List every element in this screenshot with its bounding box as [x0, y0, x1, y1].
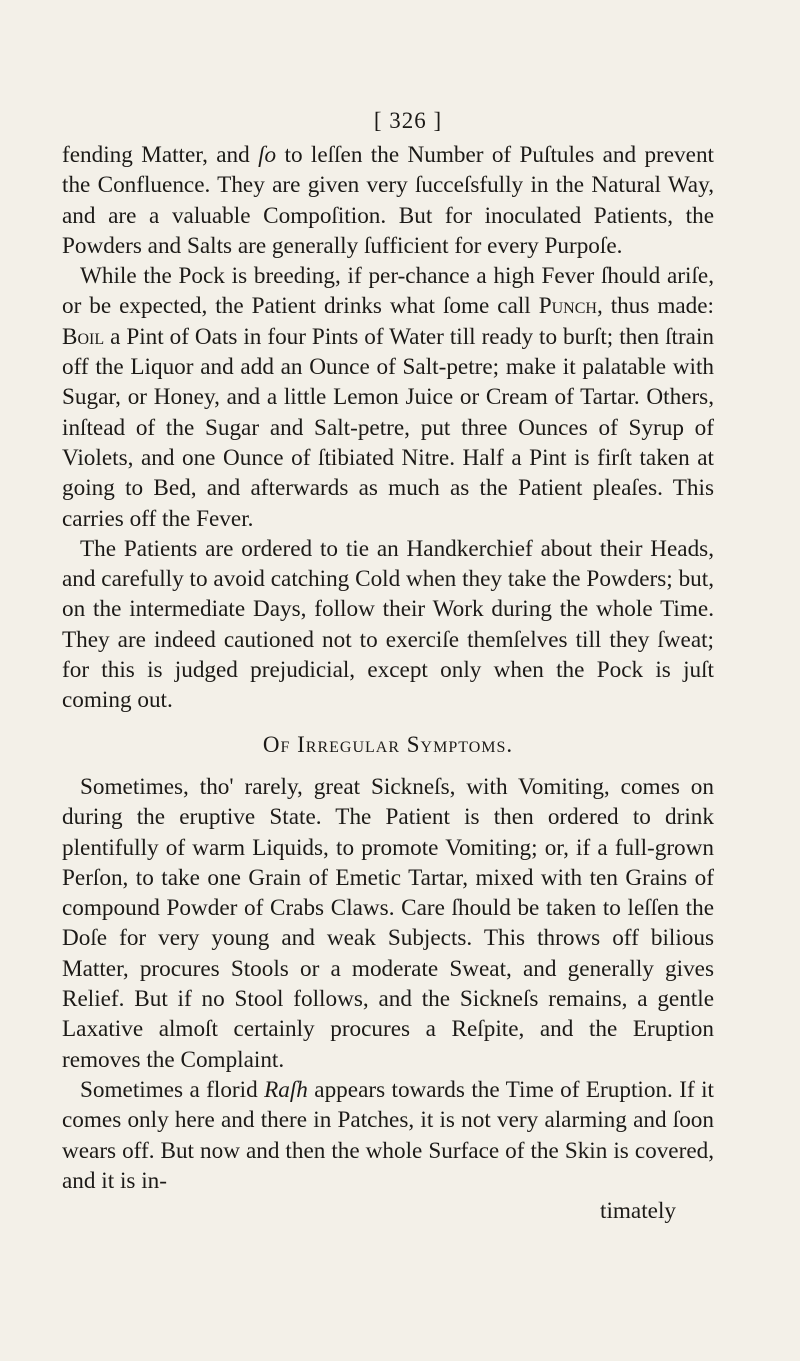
- text-run: appears towards the Time of Eruption. If it comes only here and there in Patches, it is not very alarming and ſoon wears off. But now and then the whole Surface of the Skin is covered, and it is in-: [62, 1076, 714, 1194]
- styled-text: ſo: [258, 142, 277, 168]
- text-run: The Patients are ordered to tie an Handkerchief about their Heads, and carefully to avoid catching Cold when they take the Powders; but, on the intermediate Days, follow their Work during the whole Time. They are indeed cautioned not to exerciſe themſelves till they ſweat; for this is judged prejudicial, except only when the Pock is juſt coming out.: [62, 535, 714, 714]
- paragraph: [62, 261, 714, 534]
- catchword: timately: [600, 1198, 676, 1225]
- paragraph: [62, 772, 714, 1075]
- text-run: Sometimes, tho' rarely, great Sickneſs, with Vomiting, comes on during the eruptive State. The Patient is then ordered to drink plentifully of warm Liquids, to promote Vomiting; or, if a full-grown Perſon, to take one Grain of Emetic Tartar, mixed with ten Grains of compound Powder of Crabs Claws. Care ſhould be taken to leſſen the Doſe for very young and weak Subjects. This throws off bilious Matter, procures Stools or a moderate Sweat, and generally gives Relief. But if no Stool follows, and the Sickneſs remains, a gentle Laxative almoſt certainly procures a Reſpite, and the Eruption removes the Complaint.: [62, 773, 714, 1073]
- paragraph: [62, 534, 714, 716]
- styled-text: Boil: [62, 323, 105, 350]
- paragraph: [62, 140, 714, 261]
- body-text: [62, 140, 714, 1196]
- styled-text: Raſh: [264, 1076, 308, 1103]
- paragraph: [62, 1075, 714, 1196]
- text-run: to leſſen the Number of Puſtules and prevent the Confluence. They are given very ſucceſsfully in the Natural Way, and are a valuable Compoſition. But for inoculated Patients, the Powders and Salts are generally ſufficient for every Purpoſe.: [62, 142, 714, 259]
- section-heading-text: Of Irregular Symptoms.: [262, 731, 514, 757]
- styled-text: Punch: [538, 293, 597, 320]
- text-run: , thus made:: [596, 293, 714, 320]
- paragraph-group-before-heading: [62, 140, 714, 716]
- text-run: While the Pock is breeding, if per-chance a high Fever ſhould ariſe, or be expected, the Patient drinks what ſome call: [62, 263, 714, 320]
- text-run: Sometimes a florid: [80, 1076, 265, 1103]
- section-heading: [62, 730, 714, 760]
- paragraph-group-after-heading: [62, 772, 714, 1196]
- text-run: a Pint of Oats in four Pints of Water till ready to burſt; then ſtrain off the Liquor and add an Ounce of Salt-petre; make it palatable with Sugar, or Honey, and a little Lemon Juice or Cream of Tartar. Others, inſtead of the Sugar and Salt-petre, put three Ounces of Syrup of Violets, and one Ounce of ſtibiated Nitre. Half a Pint is firſt taken at going to Bed, and afterwards as much as the Patient pleaſes. This carries off the Fever.: [62, 323, 714, 532]
- page-number: [ 326 ]: [373, 108, 443, 133]
- text-run: fending Matter, and: [62, 142, 259, 168]
